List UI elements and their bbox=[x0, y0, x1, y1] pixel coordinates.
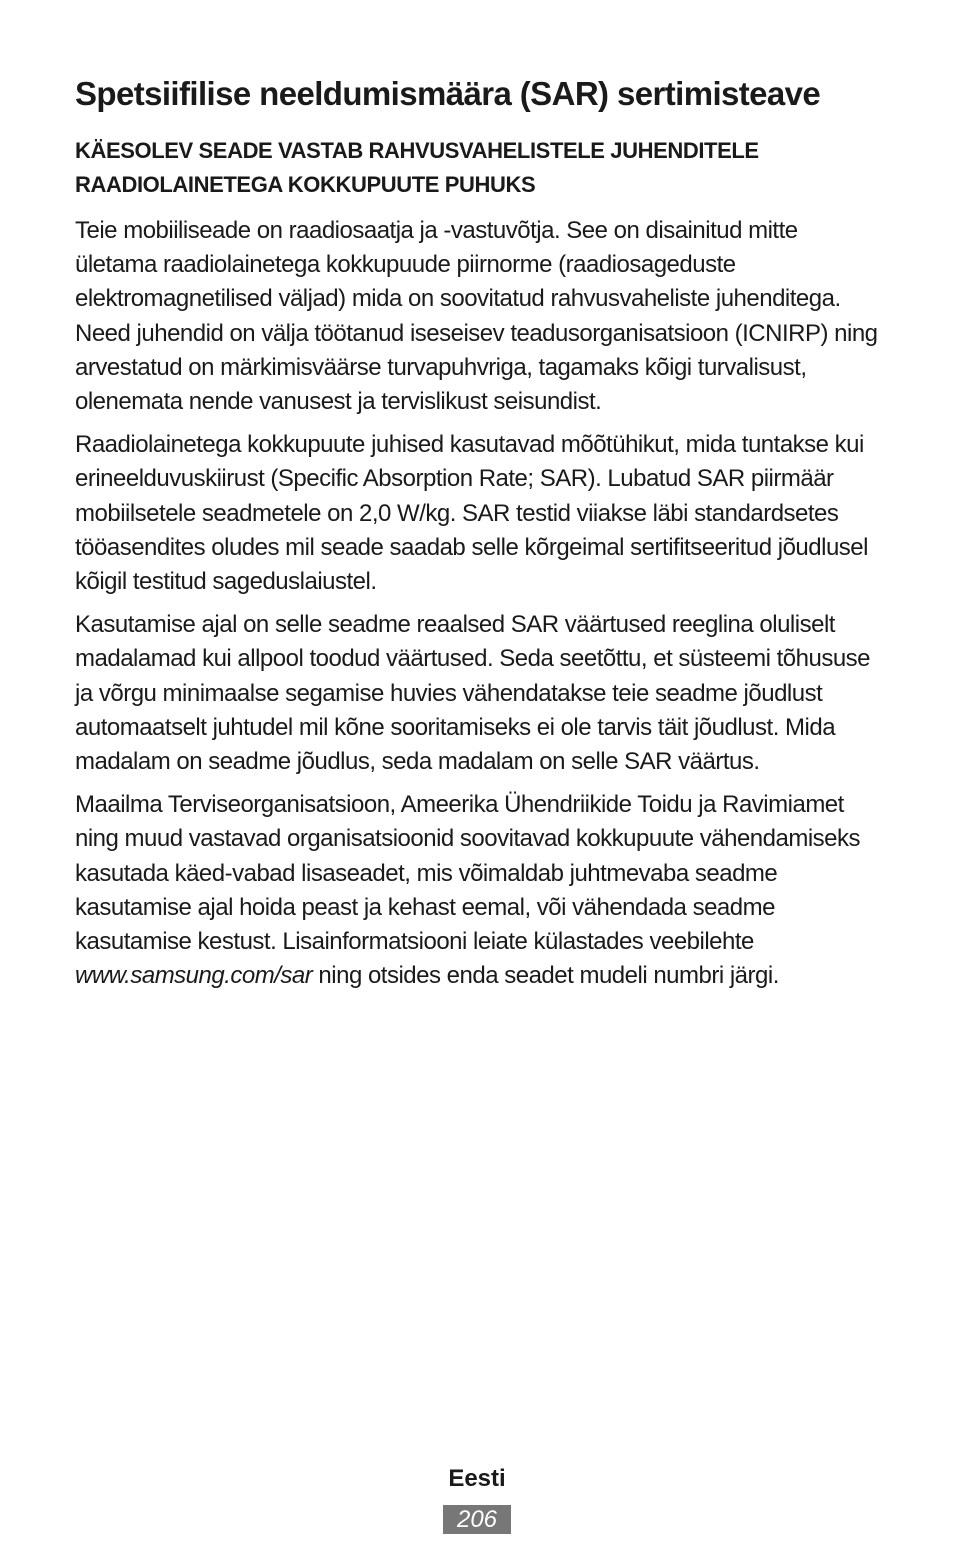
section-subtitle: KÄESOLEV SEADE VASTAB RAHVUSVAHELISTELE JUHENDITELE RAADIOLAINETEGA KOKKUPUUTE PUHUKS bbox=[75, 138, 759, 197]
document-body bbox=[75, 72, 881, 1002]
samsung-sar-link[interactable]: www.samsung.com/sar bbox=[75, 962, 313, 990]
page-title: Spetsiifilise neeldumismäära (SAR) sertimisteave bbox=[75, 75, 821, 112]
paragraph-sar-limit: Raadiolainetega kokkupuute juhised kasutavad mõõtühikut, mida tuntakse kui erineelduvuskiirust (Specific Absorption Rate; SAR). Lubatud SAR piirmäär mobiilsetele seadmetele on 2,0 W/kg. SAR testid viiakse läbi standardsetes tööasendites oludes mil seade saadab selle kõrgeimal sertifitseeritud jõudlusel kõigil testitud sageduslaiustel. bbox=[75, 431, 868, 596]
footer-language: Eesti bbox=[448, 1465, 506, 1492]
paragraph-text-before-link: Maailma Terviseorganisatsioon, Ameerika Ühendriikide Toidu ja Ravimiamet ning muud vastavad organisatsioonid soovitavad kokkupuute vähendamiseks kasutada käed-vabad lisaseadet, mis võimaldab juhtmevaba seadme kasutamise ajal hoida peast ja kehast eemal, või vähendada seadme kasutamise kestust. Lisainformatsiooni leiate külastades veebilehte bbox=[75, 791, 861, 956]
paragraph-real-values: Kasutamise ajal on selle seadme reaalsed SAR väärtused reeglina oluliselt madalamad kui allpool toodud väärtused. Seda seetõttu, et süsteemi tõhususe ja võrgu minimaalse segamise huvies vähendatakse teie seadme jõudlust automaatselt juhtudel mil kõne sooritamiseks ei ole tarvis täit jõudlust. Mida madalam on seadme jõudlus, seda madalam on selle SAR väärtus. bbox=[75, 611, 871, 776]
page-number-badge: 206 bbox=[443, 1505, 511, 1534]
paragraph-text-after-link: ning otsides enda seadet mudeli numbri järgi. bbox=[312, 962, 779, 990]
paragraph-intro: Teie mobiiliseade on raadiosaatja ja -vastuvõtja. See on disainitud mitte ületama raadiolainetega kokkupuude piirnorme (raadiosageduste elektromagnetilised väljad) mida on soovitatud rahvusvaheliste juhenditega. Need juhendid on välja töötanud iseseisev teadusorganisatsioon (ICNIRP) ning arvestatud on märkimisväärse turvapuhvriga, tagamaks kõigi turvalisust, olenemata nende vanusest ja tervislikust seisundist. bbox=[75, 217, 878, 416]
paragraph-recommendations bbox=[75, 788, 881, 993]
